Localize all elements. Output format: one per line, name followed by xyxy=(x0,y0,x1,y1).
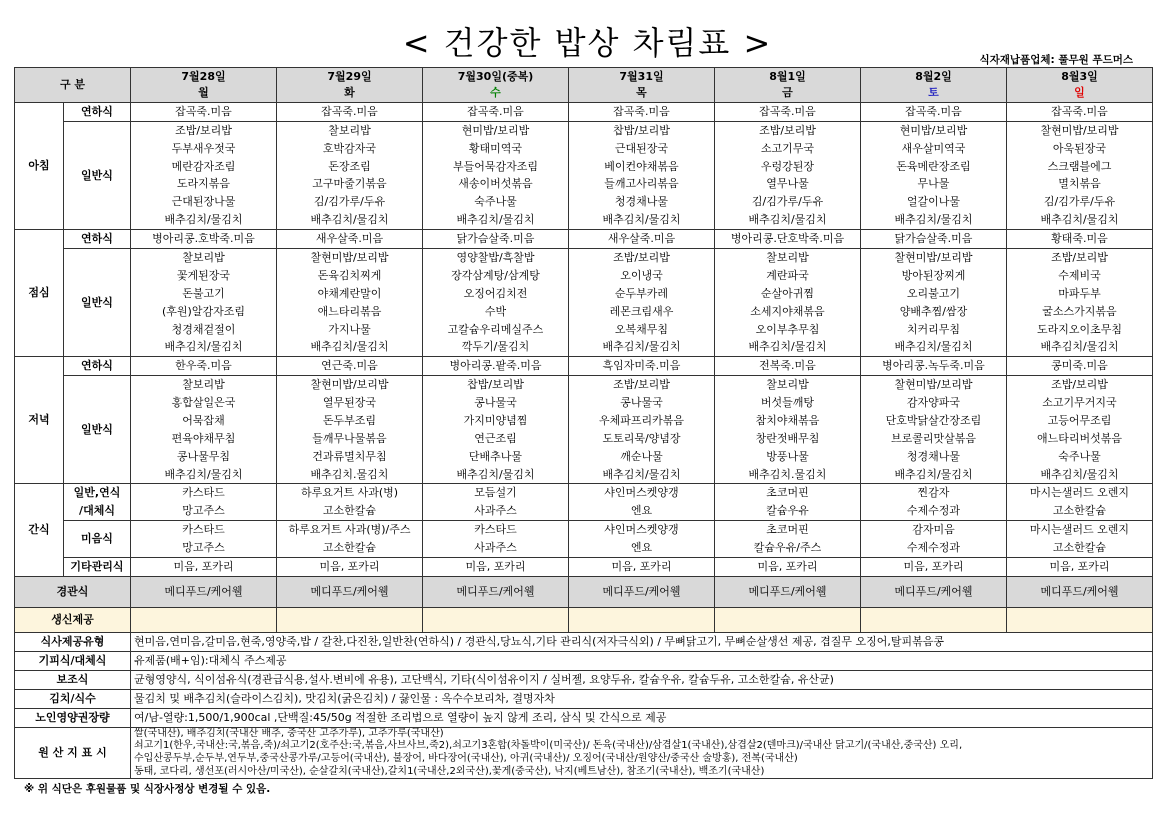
menu-item: 도라지오이초무침 xyxy=(1036,322,1122,336)
menu-item: 찰현미밥/보리밥 xyxy=(894,250,973,264)
soft-diet-item: 닭가슴살죽.미음 xyxy=(423,230,569,249)
kimchi-water-label: 김치/식수 xyxy=(15,689,131,708)
supplier-label: 식자재납품업체: 풀무원 푸드머스 xyxy=(979,54,1133,66)
menu-item: 깍두기/물김치 xyxy=(461,340,530,354)
menu-item: 김/김가루/두유 xyxy=(751,195,824,209)
regular-diet-menu xyxy=(277,376,423,484)
menu-item: 단호박닭살간장조림 xyxy=(885,413,982,427)
menu-item: 장각삼계탕/삼계탕 xyxy=(451,268,540,282)
snack-line: 엔요 xyxy=(630,504,653,518)
menu-item: 돈육메란장조림 xyxy=(896,159,971,173)
regular-diet-menu xyxy=(1007,376,1153,484)
menu-item: 창란젓배무침 xyxy=(755,431,820,445)
menu-item: 콩나물국 xyxy=(474,395,517,409)
soft-diet-label: 연하식 xyxy=(64,103,131,122)
general-snack-label xyxy=(64,484,131,521)
origin-value xyxy=(131,727,1153,778)
menu-item: 호박감자국 xyxy=(322,141,377,155)
menu-item: 돈장조림 xyxy=(328,159,371,173)
regular-diet-menu xyxy=(423,376,569,484)
menu-item: 배추김치/물김치 xyxy=(1040,467,1119,481)
menu-item: 청경채나물 xyxy=(614,195,669,209)
menu-item: 가지나물 xyxy=(328,322,371,336)
snack-line: 하루요거트 사과(병)/주스 xyxy=(288,523,411,537)
menu-item: 멸치볶음 xyxy=(1058,177,1101,191)
snack-line: 마시는샐러드 오렌지 xyxy=(1029,523,1130,537)
regular-diet-menu xyxy=(1007,248,1153,356)
regular-diet-menu xyxy=(131,121,277,229)
menu-item: 숙주나물 xyxy=(1058,449,1101,463)
tube-feed-item: 메디푸드/케어웰 xyxy=(1007,576,1153,607)
soft-diet-item: 병아리콩.호박죽.미음 xyxy=(131,230,277,249)
menu-item: 조밥/보리밥 xyxy=(613,250,670,264)
menu-item: 어묵잡채 xyxy=(182,413,225,427)
regular-diet-menu xyxy=(715,121,861,229)
header-category-label: 구 분 xyxy=(15,68,131,103)
other-diet-item: 미음, 포카리 xyxy=(569,557,715,576)
menu-item: 양배추찜/쌈장 xyxy=(899,304,968,318)
menu-item: 영양찰밥/흑찰밥 xyxy=(456,250,535,264)
regular-diet-menu xyxy=(861,376,1007,484)
menu-item: 마파두부 xyxy=(1058,286,1101,300)
menu-item: 콩나물국 xyxy=(620,395,663,409)
snack-item xyxy=(715,484,861,521)
snack-line: 샤인머스켓양갱 xyxy=(604,523,679,537)
birthday-cell xyxy=(131,607,277,632)
snack-line: 카스타드 xyxy=(182,523,225,537)
snack-item xyxy=(277,484,423,521)
regular-diet-menu xyxy=(277,248,423,356)
menu-item: 우렁강된장 xyxy=(760,159,815,173)
snack-line: 찐감자 xyxy=(917,486,950,500)
menu-item: 메란감자조림 xyxy=(171,159,236,173)
soft-diet-item: 잡곡죽.미음 xyxy=(569,103,715,122)
menu-item: 순살아귀찜 xyxy=(760,286,815,300)
menu-item: 배추김치.물김치 xyxy=(310,467,389,481)
menu-item: 오이냉국 xyxy=(620,268,663,282)
other-diet-item: 미음, 포카리 xyxy=(423,557,569,576)
birthday-label: 생신제공 xyxy=(15,607,131,632)
menu-item: 단배추나물 xyxy=(468,449,523,463)
snack-line: 모듬설기 xyxy=(474,486,517,500)
snack-line: 칼슘우유/주스 xyxy=(753,541,822,555)
origin-label: 원 산 지 표 시 xyxy=(15,727,131,778)
menu-item: 새우살미역국 xyxy=(901,141,966,155)
menu-item: 배추김치/물김치 xyxy=(602,340,681,354)
menu-item: 배추김치/물김치 xyxy=(894,213,973,227)
tube-feed-item: 메디푸드/케어웰 xyxy=(423,576,569,607)
menu-item: 깨순나물 xyxy=(620,449,663,463)
origin-line: 수입산콩두부,순두부,연두부,중국산콩가루/고등어(국내산), 불장어, 바다장어(국내산), 아귀(국내산)/ 오징어(국내산/원양산/중국산 술방홍), 전복(국내산) xyxy=(134,752,798,764)
regular-diet-label: 일반식 xyxy=(64,248,131,356)
menu-item: 배추김치/물김치 xyxy=(894,340,973,354)
day-of-week: 금 xyxy=(782,86,793,99)
menu-item: 굴소스가지볶음 xyxy=(1042,304,1117,318)
menu-item: 소세지야채볶음 xyxy=(750,304,825,318)
menu-item: 배추김치/물김치 xyxy=(164,213,243,227)
menu-item: 배추김치/물김치 xyxy=(456,467,535,481)
menu-item: 고구마줄기볶음 xyxy=(312,177,387,191)
menu-item: 들깨무나물볶음 xyxy=(312,431,387,445)
menu-item: 애느타리버섯볶음 xyxy=(1036,431,1122,445)
soft-diet-item: 닭가슴살죽.미음 xyxy=(861,230,1007,249)
menu-item: 청경채겉절이 xyxy=(171,322,236,336)
meal-types-value: 현미음,연미음,갈미음,현죽,영양죽,밥 / 갈찬,다진찬,일반찬(연하식) / 경관식,당뇨식,기타 관리식(저자극식외) / 무뼈닭고기, 무뼈순살생선 제공, 겹질무 오징어,탈피볶음콩 xyxy=(131,632,1153,651)
day-of-week: 일 xyxy=(1074,86,1085,99)
day-header xyxy=(277,68,423,103)
menu-item: 방풍나물 xyxy=(766,449,809,463)
day-header xyxy=(715,68,861,103)
meal-plan-table xyxy=(14,67,1153,779)
menu-item: 배추김치.물김치 xyxy=(748,467,827,481)
menu-item: 조밥/보리밥 xyxy=(613,378,670,392)
elder-nutrition-value: 여/남-열량:1,500/1,900cal ,단백질:45/50g 적절한 조리법으로 열량이 높지 않게 조리, 삼식 및 간식으로 제공 xyxy=(131,708,1153,727)
snack-line: 고소한칼슘 xyxy=(1052,504,1107,518)
day-of-week: 목 xyxy=(636,86,647,99)
label-line: /대체식 xyxy=(79,504,115,518)
menu-item: 찰보리밥 xyxy=(766,250,809,264)
menu-item: 김/김가루/두유 xyxy=(313,195,386,209)
snack-line: 망고주스 xyxy=(182,504,225,518)
day-date: 8월3일 xyxy=(1061,70,1098,83)
breakfast-label: 아침 xyxy=(15,103,64,230)
menu-item: 아욱된장국 xyxy=(1052,141,1107,155)
snack-line: 감자미음 xyxy=(912,523,955,537)
menu-item: 꽃게된장국 xyxy=(176,268,231,282)
menu-item: 배추김치/물김치 xyxy=(1040,213,1119,227)
soft-diet-item: 병아리콩.단호박죽.미음 xyxy=(715,230,861,249)
avoid-substitute-label: 기피식/대체식 xyxy=(15,651,131,670)
origin-line: 쌀(국내산), 배추김치(국내산 배추, 중국산 고추가루), 고추가루(국내산) xyxy=(134,727,444,739)
menu-item: 얼갈이나물 xyxy=(906,195,961,209)
menu-item: 배추김치/물김치 xyxy=(164,467,243,481)
menu-item: 부들어묵감자조림 xyxy=(452,159,538,173)
snack-line: 수제수정과 xyxy=(906,541,961,555)
regular-diet-menu xyxy=(423,248,569,356)
day-of-week: 토 xyxy=(928,86,939,99)
menu-item: 김/김가루/두유 xyxy=(1043,195,1116,209)
snack-item xyxy=(569,521,715,558)
regular-diet-menu xyxy=(423,121,569,229)
menu-item: 조밥/보리밥 xyxy=(175,123,232,137)
menu-item: 우체파프리카볶음 xyxy=(598,413,684,427)
soft-diet-item: 잡곡죽.미음 xyxy=(715,103,861,122)
snack-line: 샤인머스켓양갱 xyxy=(604,486,679,500)
menu-item: 조밥/보리밥 xyxy=(1051,378,1108,392)
kimchi-water-value: 물김치 및 배추김치(슬라이스김치), 맛김치(굵은김치) / 끓인물 : 옥수수보리차, 결명자차 xyxy=(131,689,1153,708)
tube-feed-item: 메디푸드/케어웰 xyxy=(715,576,861,607)
menu-item: 레몬크림새우 xyxy=(609,304,674,318)
menu-item: 숙주나물 xyxy=(474,195,517,209)
soft-diet-item: 흑임자미죽.미음 xyxy=(569,357,715,376)
menu-item: 오이부추무침 xyxy=(755,322,820,336)
snack-line: 고소한칼슘 xyxy=(322,504,377,518)
origin-line: 쇠고기1(한우,국내산:국,볶음,죽)/쇠고기2(호주산:국,볶음,사브사브,죽2),쇠고기3혼합(차돌박이(미국산)/ 돈육(국내산)/삼겹살1(국내산),삼겹살2(덴마크)/국내산 닭고기/(국내산,중국산) 오리, xyxy=(134,740,963,752)
regular-diet-menu xyxy=(861,121,1007,229)
menu-item: 도라지볶음 xyxy=(176,177,231,191)
menu-item: 조밥/보리밥 xyxy=(1051,250,1108,264)
menu-item: 가지미양념찜 xyxy=(463,413,528,427)
day-of-week: 화 xyxy=(344,86,355,99)
menu-item: 편육야채무침 xyxy=(171,431,236,445)
menu-item: 수제비국 xyxy=(1058,268,1101,282)
regular-diet-menu xyxy=(569,121,715,229)
menu-item: 오리불고기 xyxy=(906,286,961,300)
soft-diet-item: 병아리콩.팥죽.미음 xyxy=(423,357,569,376)
tube-feed-item: 메디푸드/케어웰 xyxy=(277,576,423,607)
birthday-cell xyxy=(569,607,715,632)
menu-item: 찰현미밥/보리밥 xyxy=(310,250,389,264)
snack-item xyxy=(1007,521,1153,558)
menu-item: 오징어김치전 xyxy=(463,286,528,300)
menu-item: 찰현미밥/보리밥 xyxy=(310,378,389,392)
menu-item: 방아된장찌게 xyxy=(901,268,966,282)
meal-types-label: 식사제공유형 xyxy=(15,632,131,651)
menu-item: 무나물 xyxy=(917,177,950,191)
other-diet-item: 미음, 포카리 xyxy=(861,557,1007,576)
menu-item: 배추김치/물김치 xyxy=(894,467,973,481)
snack-item xyxy=(423,484,569,521)
snack-line: 엔요 xyxy=(630,541,653,555)
day-date: 8월1일 xyxy=(769,70,806,83)
soft-diet-label: 연하식 xyxy=(64,230,131,249)
menu-item: 고칼슘우리메실주스 xyxy=(447,322,544,336)
menu-item: 콩나물무침 xyxy=(176,449,231,463)
birthday-cell xyxy=(423,607,569,632)
puree-snack-label: 미음식 xyxy=(64,521,131,558)
tube-feed-item: 메디푸드/케어웰 xyxy=(861,576,1007,607)
day-header xyxy=(569,68,715,103)
tube-feed-item: 메디푸드/케어웰 xyxy=(569,576,715,607)
menu-item: 배추김치/물김치 xyxy=(456,213,535,227)
menu-item: 배추김치/물김치 xyxy=(748,340,827,354)
regular-diet-menu xyxy=(1007,121,1153,229)
day-of-week: 월 xyxy=(198,86,209,99)
snack-item xyxy=(423,521,569,558)
snack-line: 초코머핀 xyxy=(766,523,809,537)
day-of-week: 수 xyxy=(490,86,501,99)
menu-item: 애느타리볶음 xyxy=(317,304,382,318)
soft-diet-item: 새우살죽.미음 xyxy=(569,230,715,249)
day-date: 7월30일(중복) xyxy=(457,70,534,83)
snack-label: 간식 xyxy=(15,484,64,576)
tube-feed-label: 경관식 xyxy=(15,576,131,607)
menu-item: 배추김치/물김치 xyxy=(602,213,681,227)
other-diet-item: 미음, 포카리 xyxy=(715,557,861,576)
menu-item: 들깨고사리볶음 xyxy=(604,177,679,191)
menu-item: 치커리무침 xyxy=(906,322,961,336)
snack-line: 사과주스 xyxy=(474,504,517,518)
menu-item: 돈두부조림 xyxy=(322,413,377,427)
snack-item xyxy=(131,521,277,558)
day-header xyxy=(423,68,569,103)
birthday-cell xyxy=(861,607,1007,632)
menu-item: 배추김치/물김치 xyxy=(164,340,243,354)
supplement-value: 균형영양식, 식이섬유식(경관급식용,설사.변비에 유용), 고단백식, 기타(식이섬유이지 / 실버젤, 요양두유, 칼슘우유, 칼슘두유, 고소한칼슘, 유산균) xyxy=(131,670,1153,689)
other-diet-item: 미음, 포카리 xyxy=(131,557,277,576)
menu-item: 근대된장나물 xyxy=(171,195,236,209)
regular-diet-menu xyxy=(131,248,277,356)
menu-item: 현미밥/보리밥 xyxy=(899,123,968,137)
snack-line: 칼슘우유 xyxy=(766,504,809,518)
menu-item: 찰현미밥/보리밥 xyxy=(894,378,973,392)
menu-item: 배추김치/물김치 xyxy=(748,213,827,227)
lunch-label: 점심 xyxy=(15,230,64,357)
footnote: ※ 위 식단은 후원물품 및 식장사정상 변경될 수 있음. xyxy=(24,783,271,795)
soft-diet-item: 병아리콩.녹두죽.미음 xyxy=(861,357,1007,376)
snack-item xyxy=(569,484,715,521)
label-line: 일반,연식 xyxy=(73,486,121,500)
menu-item: 오복채무침 xyxy=(614,322,669,336)
soft-diet-item: 잡곡죽.미음 xyxy=(277,103,423,122)
menu-item: 참치야채볶음 xyxy=(755,413,820,427)
elder-nutrition-label: 노인영양권장량 xyxy=(15,708,131,727)
snack-item xyxy=(861,521,1007,558)
menu-item: 건과류멸치무침 xyxy=(312,449,387,463)
menu-item: 소고기무거지국 xyxy=(1042,395,1117,409)
tube-feed-item: 메디푸드/케어웰 xyxy=(131,576,277,607)
menu-item: 순두부카레 xyxy=(614,286,669,300)
menu-item: 스크램블에그 xyxy=(1047,159,1112,173)
menu-item: 고등어무조림 xyxy=(1047,413,1112,427)
soft-diet-label: 연하식 xyxy=(64,357,131,376)
regular-diet-menu xyxy=(715,248,861,356)
menu-item: 열무나물 xyxy=(766,177,809,191)
menu-item: 찰보리밥 xyxy=(766,378,809,392)
menu-item: 열무된장국 xyxy=(322,395,377,409)
regular-diet-menu xyxy=(861,248,1007,356)
soft-diet-item: 새우살죽.미음 xyxy=(277,230,423,249)
menu-item: 두부새우젓국 xyxy=(171,141,236,155)
snack-line: 카스타드 xyxy=(182,486,225,500)
soft-diet-item: 잡곡죽.미음 xyxy=(423,103,569,122)
soft-diet-item: 황태죽.미음 xyxy=(1007,230,1153,249)
regular-diet-label: 일반식 xyxy=(64,376,131,484)
menu-item: 조밥/보리밥 xyxy=(759,123,816,137)
menu-item: 찰현미밥/보리밥 xyxy=(1040,123,1119,137)
menu-item: 근대된장국 xyxy=(614,141,669,155)
soft-diet-item: 잡곡죽.미음 xyxy=(1007,103,1153,122)
day-header xyxy=(861,68,1007,103)
menu-item: 도토리묵/양념장 xyxy=(602,431,681,445)
page-title: < 건강한 밥상 차림표 > xyxy=(402,24,773,62)
menu-item: 배추김치/물김치 xyxy=(602,467,681,481)
regular-diet-menu xyxy=(569,376,715,484)
regular-diet-label: 일반식 xyxy=(64,121,131,229)
snack-line: 마시는샐러드 오렌지 xyxy=(1029,486,1130,500)
menu-item: 계란파국 xyxy=(766,268,809,282)
menu-item: 돈육김치찌게 xyxy=(317,268,382,282)
menu-item: 배추김치/물김치 xyxy=(1040,340,1119,354)
supplement-label: 보조식 xyxy=(15,670,131,689)
snack-item xyxy=(131,484,277,521)
snack-line: 하루요거트 사과(병) xyxy=(300,486,399,500)
menu-item: 현미밥/보리밥 xyxy=(461,123,530,137)
snack-item xyxy=(277,521,423,558)
menu-item: 브로콜리맛살볶음 xyxy=(890,431,976,445)
other-diet-item: 미음, 포카리 xyxy=(277,557,423,576)
soft-diet-item: 잡곡죽.미음 xyxy=(861,103,1007,122)
regular-diet-menu xyxy=(277,121,423,229)
snack-item xyxy=(1007,484,1153,521)
menu-item: 황태미역국 xyxy=(468,141,523,155)
day-date: 7월31일 xyxy=(619,70,664,83)
menu-item: (후원)알감자조림 xyxy=(162,304,245,318)
day-date: 7월29일 xyxy=(327,70,372,83)
menu-item: 감자양파국 xyxy=(906,395,961,409)
menu-item: 베이컨야채볶음 xyxy=(604,159,679,173)
menu-item: 소고기무국 xyxy=(760,141,815,155)
snack-line: 고소한칼슘 xyxy=(1052,541,1107,555)
regular-diet-menu xyxy=(131,376,277,484)
snack-line: 카스타드 xyxy=(474,523,517,537)
day-header xyxy=(1007,68,1153,103)
menu-item: 연근조림 xyxy=(474,431,517,445)
menu-item: 찰보리밥 xyxy=(182,378,225,392)
soft-diet-item: 한우죽.미음 xyxy=(131,357,277,376)
dinner-label: 저녁 xyxy=(15,357,64,484)
snack-line: 고소한칼슘 xyxy=(322,541,377,555)
day-date: 7월28일 xyxy=(181,70,226,83)
menu-item: 찹밥/보리밥 xyxy=(613,123,670,137)
menu-item: 버섯들깨탕 xyxy=(760,395,815,409)
soft-diet-item: 전복죽.미음 xyxy=(715,357,861,376)
menu-item: 배추김치/물김치 xyxy=(310,213,389,227)
menu-item: 야채계란말이 xyxy=(317,286,382,300)
menu-item: 수박 xyxy=(484,304,507,318)
day-date: 8월2일 xyxy=(915,70,952,83)
menu-item: 배추김치/물김치 xyxy=(310,340,389,354)
menu-item: 돈불고기 xyxy=(182,286,225,300)
regular-diet-menu xyxy=(715,376,861,484)
regular-diet-menu xyxy=(569,248,715,356)
snack-line: 수제수정과 xyxy=(906,504,961,518)
menu-item: 찰보리밥 xyxy=(328,123,371,137)
other-diet-item: 미음, 포카리 xyxy=(1007,557,1153,576)
menu-item: 찹밥/보리밥 xyxy=(467,378,524,392)
soft-diet-item: 잡곡죽.미음 xyxy=(131,103,277,122)
birthday-cell xyxy=(715,607,861,632)
snack-line: 망고주스 xyxy=(182,541,225,555)
menu-item: 새송이버섯볶음 xyxy=(458,177,533,191)
snack-line: 사과주스 xyxy=(474,541,517,555)
birthday-cell xyxy=(277,607,423,632)
snack-line: 초코머핀 xyxy=(766,486,809,500)
snack-item xyxy=(861,484,1007,521)
menu-item: 청경채나물 xyxy=(906,449,961,463)
menu-item: 찰보리밥 xyxy=(182,250,225,264)
other-diet-label: 기타관리식 xyxy=(64,557,131,576)
soft-diet-item: 연근죽.미음 xyxy=(277,357,423,376)
soft-diet-item: 콩미죽.미음 xyxy=(1007,357,1153,376)
day-header xyxy=(131,68,277,103)
snack-item xyxy=(715,521,861,558)
birthday-cell xyxy=(1007,607,1153,632)
menu-item: 홍합살일은국 xyxy=(171,395,236,409)
avoid-substitute-value: 유제품(배+임):대체식 주스제공 xyxy=(131,651,1153,670)
origin-line: 동태, 코다리, 생선포(러시아산/미국산), 순살갈치(국내산),갈치1(국내산,2외국산),꽃게(중국산), 낙지(베트남산), 참조기(국내산), 백조기(국내산) xyxy=(134,765,765,777)
